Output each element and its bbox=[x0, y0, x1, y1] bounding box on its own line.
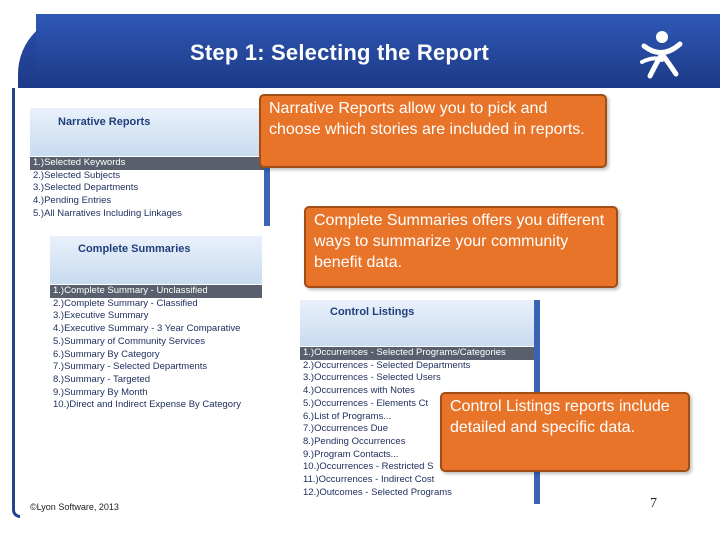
list-item[interactable]: 4.)Occurrences with Notes bbox=[303, 385, 415, 397]
list-item[interactable]: 2.)Occurrences - Selected Departments bbox=[303, 359, 471, 371]
list-item[interactable]: 2.)Complete Summary - Classified bbox=[53, 297, 198, 309]
list-item[interactable]: 6.)List of Programs... bbox=[303, 410, 392, 422]
report-list bbox=[50, 285, 262, 412]
list-item[interactable]: 7.)Summary - Selected Departments bbox=[53, 361, 208, 373]
list-item[interactable]: 4.)Pending Entries bbox=[33, 195, 112, 207]
list-item[interactable]: 12.)Outcomes - Selected Programs bbox=[303, 486, 452, 498]
panel-title: Narrative Reports bbox=[58, 116, 151, 128]
list-item[interactable]: 10.)Occurrences - Restricted S bbox=[303, 461, 434, 473]
panel-title: Control Listings bbox=[330, 306, 415, 318]
list-item[interactable]: 8.)Pending Occurrences bbox=[303, 435, 406, 447]
copyright-text: ©Lyon Software, 2013 bbox=[30, 502, 119, 512]
list-item[interactable]: 2.)Selected Subjects bbox=[33, 169, 121, 181]
panel-header bbox=[300, 300, 540, 346]
panel-title: Complete Summaries bbox=[78, 243, 191, 255]
list-item[interactable]: 3.)Executive Summary bbox=[53, 310, 149, 322]
list-item[interactable]: 1.)Selected Keywords bbox=[30, 157, 270, 170]
page-number: 7 bbox=[650, 496, 657, 511]
lyon-logo-icon bbox=[636, 30, 688, 80]
slide-title: Step 1: Selecting the Report bbox=[190, 40, 489, 65]
complete-summaries-panel bbox=[50, 236, 262, 414]
slide-border bbox=[12, 88, 20, 518]
list-item[interactable]: 10.)Direct and Indirect Expense By Category bbox=[53, 399, 241, 411]
complete-summaries-callout: Complete Summaries offers you different ways to summarize your community benefit data. bbox=[304, 206, 618, 288]
list-item[interactable]: 1.)Complete Summary - Unclassified bbox=[50, 285, 262, 298]
list-item[interactable]: 5.)Occurrences - Elements Ct bbox=[303, 397, 429, 409]
list-item[interactable]: 9.)Summary By Month bbox=[53, 386, 148, 398]
list-item[interactable]: 9.)Program Contacts... bbox=[303, 448, 399, 460]
list-item[interactable]: 3.)Selected Departments bbox=[33, 182, 139, 194]
panel-header bbox=[50, 236, 262, 284]
narrative-reports-callout: Narrative Reports allow you to pick and choose which stories are included in reports. bbox=[259, 94, 607, 168]
report-list bbox=[30, 157, 270, 221]
list-item[interactable]: 7.)Occurrences Due bbox=[303, 423, 389, 435]
list-item[interactable]: 6.)Summary By Category bbox=[53, 348, 160, 360]
narrative-reports-panel bbox=[30, 108, 270, 226]
list-item[interactable]: 1.)Occurrences - Selected Programs/Categories bbox=[300, 347, 540, 360]
list-item[interactable]: 4.)Executive Summary - 3 Year Comparative bbox=[53, 323, 241, 335]
control-listings-callout: Control Listings reports include detailed and specific data. bbox=[440, 392, 690, 472]
list-item[interactable]: 8.)Summary - Targeted bbox=[53, 373, 150, 385]
list-item[interactable]: 3.)Occurrences - Selected Users bbox=[303, 372, 441, 384]
list-item[interactable]: 11.)Occurrences - Indirect Cost bbox=[303, 474, 435, 486]
list-item[interactable]: 5.)All Narratives Including Linkages bbox=[33, 207, 182, 219]
list-item[interactable]: 5.)Summary of Community Services bbox=[53, 335, 206, 347]
panel-header bbox=[30, 108, 270, 156]
